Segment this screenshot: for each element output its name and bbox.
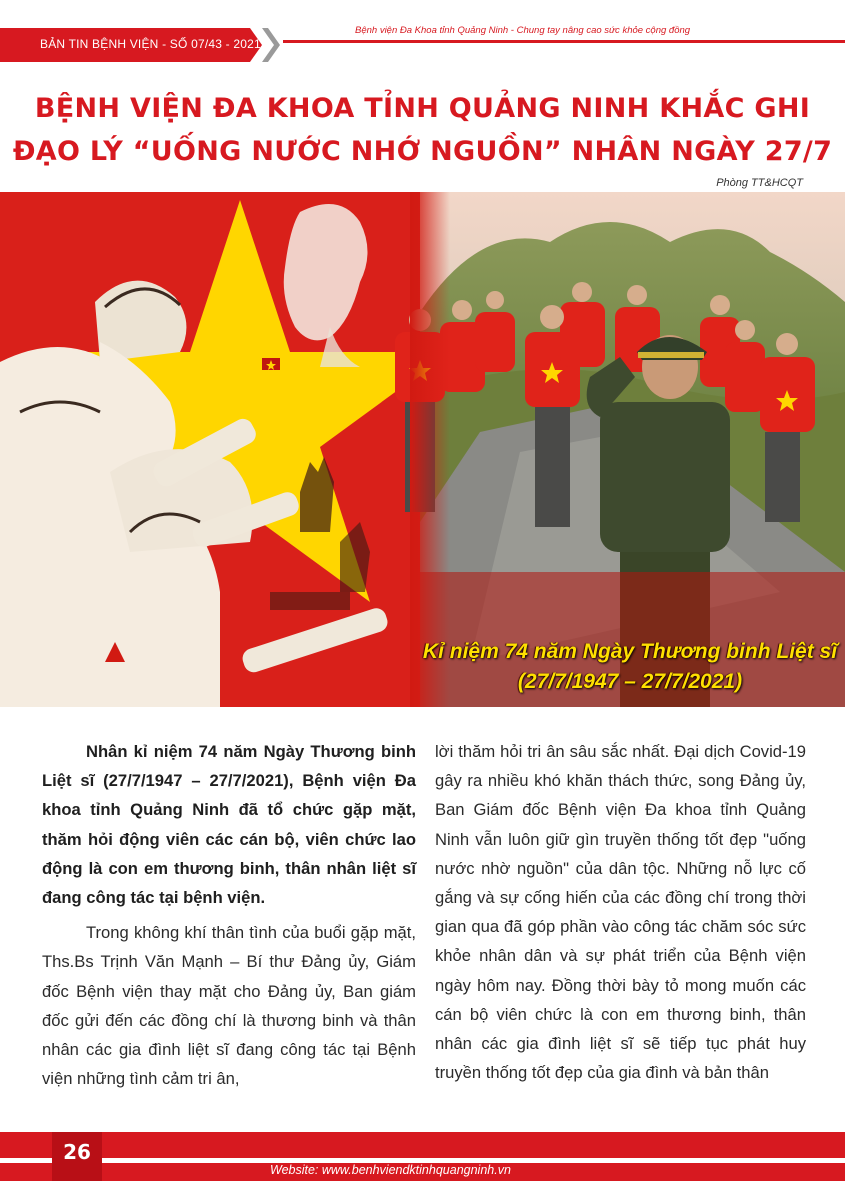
header-slogan: Bệnh viện Đa Khoa tỉnh Quảng Ninh - Chung tay nâng cao sức khỏe cộng đồng [355, 25, 691, 36]
ceremony-photo [395, 192, 845, 707]
chevron-right-icon [262, 28, 280, 62]
issue-label: BẢN TIN BỆNH VIỆN - SỐ 07/43 - 2021 [40, 37, 261, 51]
article-column-left [42, 737, 416, 1093]
article-paragraph: lời thăm hỏi tri ân sâu sắc nhất. Đại dịch Covid-19 gây ra nhiều khó khăn thách thức, song Đảng ủy, Ban Giám đốc Bệnh viện Đa khoa tỉnh Quảng Ninh vẫn luôn giữ gìn truyền thống tốt đẹp "uống nước nhờ nguồn" của dân tộc. Những nỗ lực cố gắng và sự cống hiến của các đồng chí trong thời gian qua đã góp phần vào công tác chăm sóc sức khỏe nhân dân và sự phát triển của Bệnh viện ngày hôm nay. Đồng thời bày tỏ mong muốn các cán bộ viên chức là con em thương binh, thân nhân các gia đình liệt sĩ sẽ tiếp tục phát huy truyền thống tốt đẹp của gia đình và bản thân [435, 742, 806, 1083]
article-lead: Nhân kỉ niệm 74 năm Ngày Thương binh Liệt sĩ (27/7/1947 – 27/7/2021), Bệnh viện Đa khoa tỉnh Quảng Ninh đã tổ chức gặp mặt, thăm hỏi động viên các cán bộ, viên chức lao động là con em thương binh, thân nhân liệt sĩ đang công tác tại bệnh viện. [42, 742, 416, 908]
commemoration-artwork [0, 192, 845, 707]
footer-bar [0, 1132, 845, 1158]
article-paragraph: Trong không khí thân tình của buổi gặp mặt, Ths.Bs Trịnh Văn Mạnh – Bí thư Đảng ủy, Giám đốc Bệnh viện thay mặt cho Đảng ủy, Ban giám đốc gửi đến các đồng chí là thương binh và thân nhân các gia đình liệt sĩ đang công tác tại Bệnh viện những tình cảm tri ân, [42, 923, 416, 1089]
header-rule [283, 40, 845, 43]
image-caption-line-2: (27/7/1947 – 27/7/2021) [517, 670, 743, 693]
footer-website: Website: www.benhviendktinhquangninh.vn [270, 1163, 511, 1177]
page-number: 26 [63, 1140, 91, 1164]
article-title-line-1: BỆNH VIỆN ĐA KHOA TỈNH QUẢNG NINH KHẮC GHI [34, 93, 811, 124]
article-column-right [435, 737, 806, 1087]
article-banner-image [0, 192, 845, 707]
image-caption-line-1: Kỉ niệm 74 năm Ngày Thương binh Liệt sĩ [422, 640, 838, 663]
article-author: Phòng TT&HCQT [716, 177, 803, 189]
article-title-line-2: ĐẠO LÝ “UỐNG NƯỚC NHỚ NGUỒN” NHÂN NGÀY 27/7 [12, 136, 833, 167]
